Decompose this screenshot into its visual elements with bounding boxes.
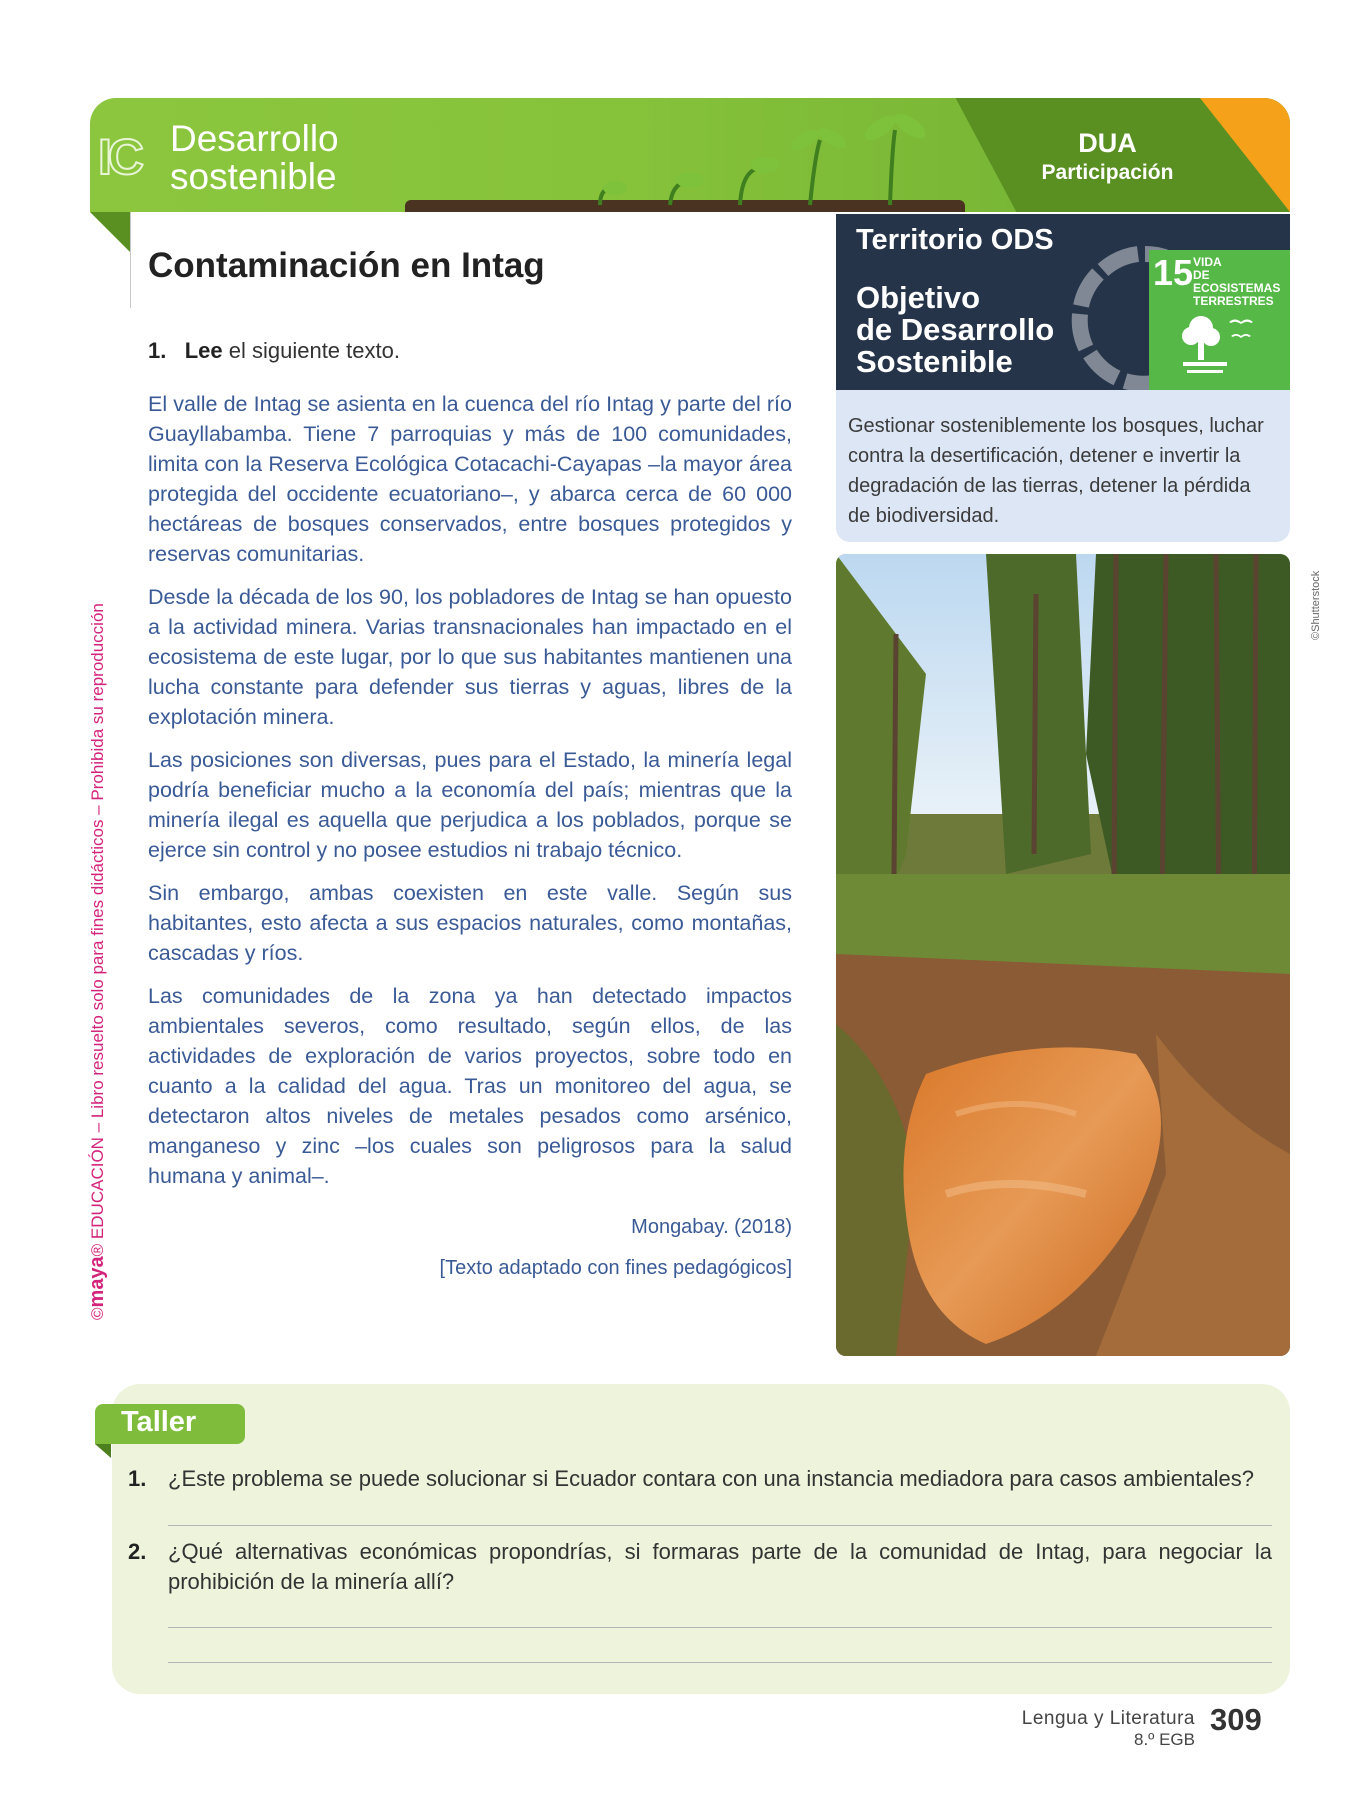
- article-paragraph: El valle de Intag se asienta en la cuenca del río Intag y parte del río Guayllabamba. Tiene 7 parroquias y más de 100 comunidades, limita con la Reserva Ecológica Cotacachi-Cayapas –la mayor área protegida del occidente ecuatoriano–, y abarca cerca de 60 000 hectáreas de bosques conservados, entre bosques protegidos y reservas comunitarias.: [148, 392, 792, 566]
- banner-title-line1: Desarrollo: [170, 118, 339, 159]
- photo-credit: ©Shutterstock: [1310, 570, 1322, 640]
- sprouts-illustration: [560, 110, 960, 210]
- title-divider: [130, 212, 131, 308]
- answer-line[interactable]: [168, 1525, 1272, 1526]
- article-paragraph: Sin embargo, ambas coexisten en este valle. Según sus habitantes, esto afecta a sus espacios naturales, como montañas, cascadas y ríos.: [148, 881, 792, 965]
- question-number: 2.: [128, 1539, 147, 1564]
- copyright-text: ® EDUCACIÓN – Libro resuelto solo para fines didácticos – Prohibida su reproducción: [88, 603, 107, 1257]
- dua-sublabel: Participación: [1041, 161, 1174, 184]
- forest-illustration: [836, 554, 1290, 1356]
- question-text: ¿Este problema se puede solucionar si Ecuador contara con una instancia mediadora para casos ambientales?: [168, 1466, 1254, 1491]
- banner-title: [170, 120, 339, 196]
- question-number: 1.: [128, 1466, 147, 1491]
- article-paragraph: Las comunidades de la zona ya han detectado impactos ambientales severos, como resultado, según ellos, de las actividades de exploración de varios proyectos, sobre todo en cuanto a la calidad del agua. Tras un monitoreo del agua, se detectaron altos niveles de metales pesados como arsénico, manganeso y zinc –los cuales son peligrosos para la salud humana y animal–.: [148, 984, 792, 1188]
- copyright-symbol: ©: [88, 1307, 107, 1320]
- footer-subject: Lengua y Literatura: [1021, 1708, 1195, 1729]
- sdg15-number: 15: [1153, 252, 1194, 293]
- banner-fold: [90, 212, 130, 252]
- reading-instruction: [148, 338, 400, 364]
- ods-subtitle-line2: de Desarrollo: [856, 312, 1055, 347]
- ods-title: Territorio ODS: [856, 224, 1054, 256]
- ods-subtitle-line3: Sostenible: [856, 344, 1013, 379]
- sdg15-label-line3: TERRESTRES: [1193, 294, 1274, 308]
- maya-brand: maya: [86, 1256, 108, 1308]
- answer-line[interactable]: [168, 1627, 1272, 1628]
- tree-and-birds-icon: [1179, 310, 1259, 380]
- footer-grade: 8.º EGB: [1133, 1730, 1195, 1749]
- ods-description: Gestionar sosteniblemente los bosques, luchar contra la desertificación, detener e invertir la degradación de las tierras, detener la pérdida de biodiversidad.: [836, 390, 1290, 542]
- sdg15-label: [1193, 256, 1293, 308]
- instruction-verb: Lee: [184, 338, 223, 363]
- workshop-tab-fold: [95, 1444, 111, 1458]
- instruction-number: 1.: [148, 338, 167, 363]
- sdg15-label-line1: VIDA: [1193, 255, 1222, 269]
- ods-subtitle: [856, 282, 1054, 378]
- banner-title-line2: sostenible: [170, 156, 337, 197]
- article-paragraph: Las posiciones son diversas, pues para el Estado, la minería legal podría beneficiar mucho a la economía del país; mientras que la minería ilegal es aquella que perjudica a los poblados, porque se ejerce sin control y no posee estudios ni trabajo técnico.: [148, 748, 792, 862]
- question-text: ¿Qué alternativas económicas propondrías, si formaras parte de la comunidad de Intag, para negociar la prohibición de la minería allí?: [168, 1539, 1272, 1594]
- answer-line[interactable]: [168, 1662, 1272, 1663]
- ods-subtitle-line1: Objetivo: [856, 280, 981, 315]
- article-body: [148, 389, 792, 1204]
- dua-label: DUA: [1078, 128, 1137, 158]
- page-number: 309: [1210, 1702, 1262, 1737]
- dua-badge: [1000, 128, 1215, 185]
- sdg15-label-line2: DE ECOSISTEMAS: [1193, 268, 1281, 295]
- ic-logo: IC: [98, 129, 140, 185]
- article-paragraph: Desde la década de los 90, los pobladores de Intag se han opuesto a la actividad minera. Varias transnacionales han impactado en el ecosistema de este lugar, por lo que sus habitantes mantienen una lucha constante para defender sus tierras y aguas, libres de la explotación minera.: [148, 585, 792, 729]
- page-title: Contaminación en Intag: [148, 246, 545, 285]
- polluted-stream-forest-photo: [836, 554, 1290, 1356]
- article-source: Mongabay. (2018): [631, 1216, 792, 1238]
- instruction-rest: el siguiente texto.: [222, 338, 400, 363]
- copyright-notice: [86, 603, 109, 1320]
- article-source-note: [Texto adaptado con fines pedagógicos]: [439, 1257, 792, 1279]
- workshop-tab: Taller: [95, 1404, 245, 1444]
- sdg15-badge: [1149, 250, 1290, 390]
